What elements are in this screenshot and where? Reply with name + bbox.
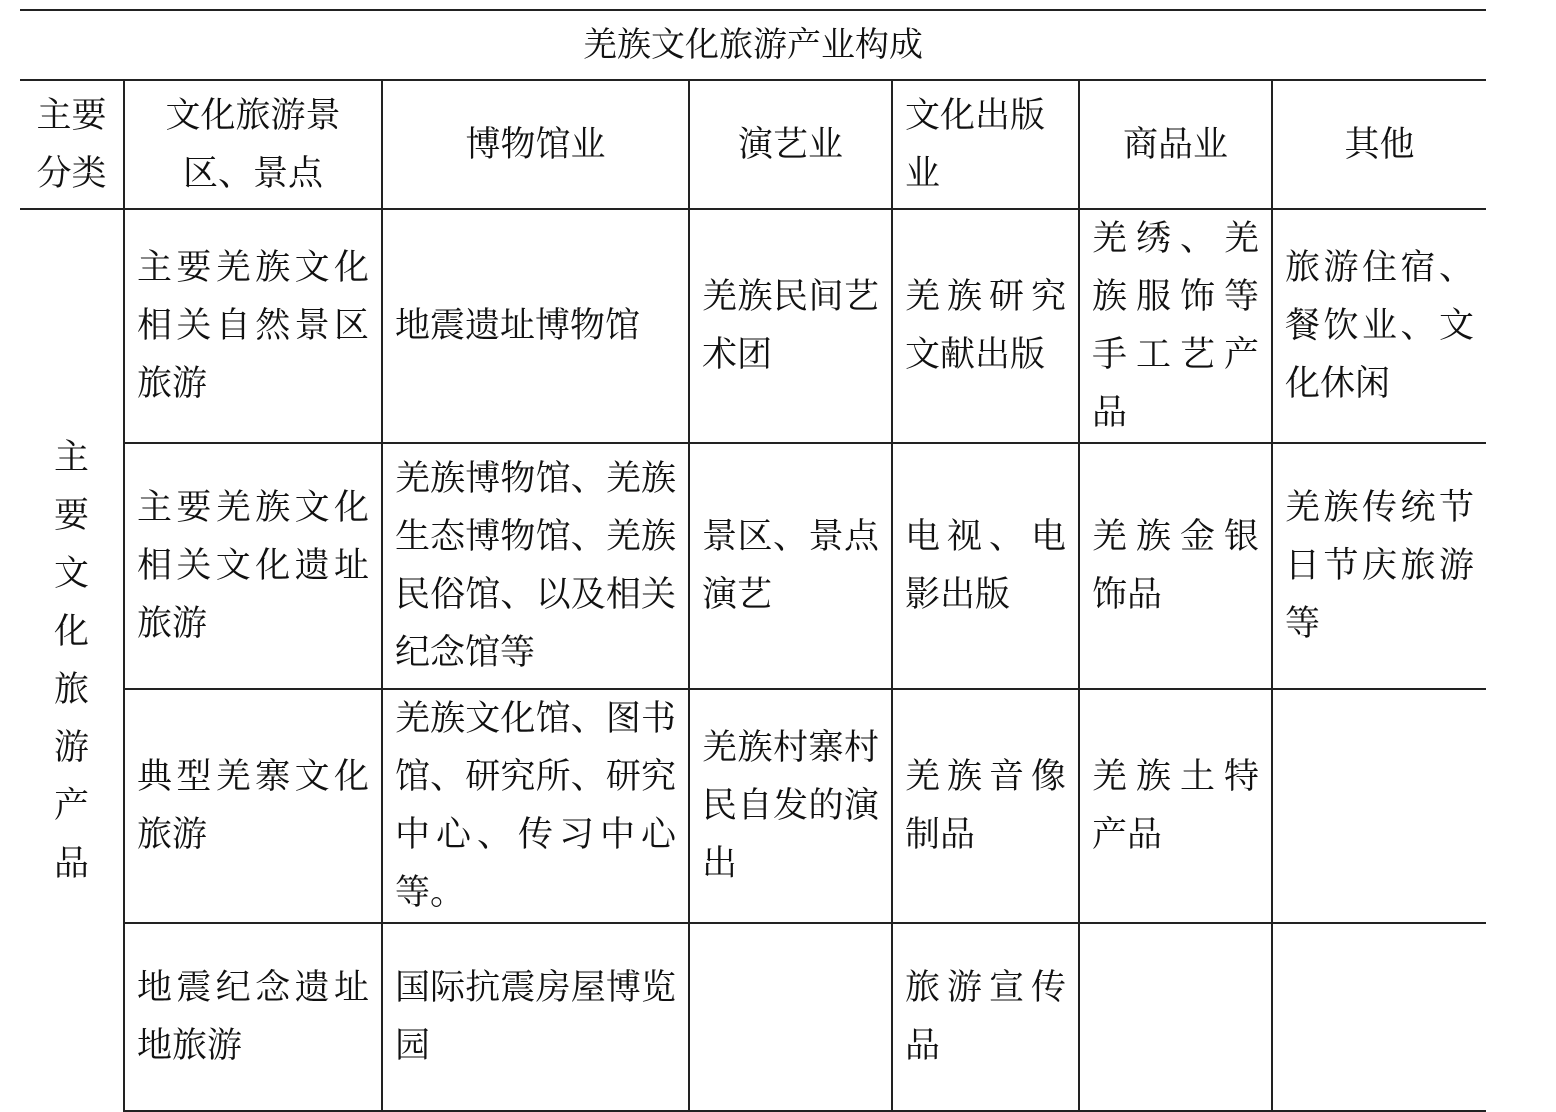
header-cell-museum: 博物馆业 bbox=[382, 80, 689, 209]
table-cell: 羌族音像制品 bbox=[892, 689, 1079, 923]
table-row bbox=[20, 923, 1486, 1111]
row-group-label: 主要文化旅游产品 bbox=[20, 209, 124, 1111]
table-row bbox=[20, 689, 1486, 923]
table-cell: 羌族村寨村民自发的演出 bbox=[689, 689, 892, 923]
table-row bbox=[20, 443, 1486, 689]
table-cell: 羌族民间艺术团 bbox=[689, 209, 892, 443]
table-cell: 景区、景点演艺 bbox=[689, 443, 892, 689]
table-cell: 电视、电影出版 bbox=[892, 443, 1079, 689]
table-cell: 羌族土特产品 bbox=[1079, 689, 1272, 923]
table-title-row bbox=[20, 10, 1486, 80]
header-row bbox=[20, 80, 1486, 209]
header-cell-merchandise: 商品业 bbox=[1079, 80, 1272, 209]
header-cell-publishing: 文化出版业 bbox=[892, 80, 1079, 209]
table-cell: 旅游宣传品 bbox=[892, 923, 1079, 1111]
table-row bbox=[20, 209, 1486, 443]
table-cell: 羌族文化馆、图书馆、研究所、研究中心、传习中心等。 bbox=[382, 689, 689, 923]
table-cell: 羌绣、羌族服饰等手工艺产品 bbox=[1079, 209, 1272, 443]
table-cell: 羌族传统节日节庆旅游等 bbox=[1272, 443, 1486, 689]
table-cell bbox=[1079, 923, 1272, 1111]
table-cell: 地震遗址博物馆 bbox=[382, 209, 689, 443]
table-cell: 羌族博物馆、羌族生态博物馆、羌族民俗馆、以及相关纪念馆等 bbox=[382, 443, 689, 689]
header-cell-category: 主要分类 bbox=[20, 80, 124, 209]
header-cell-scenic-spots: 文化旅游景区、景点 bbox=[124, 80, 382, 209]
table-cell bbox=[1272, 689, 1486, 923]
table-title: 羌族文化旅游产业构成 bbox=[20, 10, 1486, 80]
table-container bbox=[20, 9, 1486, 1112]
table-cell: 国际抗震房屋博览园 bbox=[382, 923, 689, 1111]
table-cell bbox=[689, 923, 892, 1111]
table-cell: 主要羌族文化相关自然景区旅游 bbox=[124, 209, 382, 443]
table-cell: 羌族金银饰品 bbox=[1079, 443, 1272, 689]
table-cell bbox=[1272, 923, 1486, 1111]
header-cell-other: 其他 bbox=[1272, 80, 1486, 209]
header-cell-performing-arts: 演艺业 bbox=[689, 80, 892, 209]
table-cell: 羌族研究文献出版 bbox=[892, 209, 1079, 443]
table-cell: 地震纪念遗址地旅游 bbox=[124, 923, 382, 1111]
table-cell: 典型羌寨文化旅游 bbox=[124, 689, 382, 923]
table-cell: 旅游住宿、餐饮业、文化休闲 bbox=[1272, 209, 1486, 443]
industry-table bbox=[20, 9, 1486, 1112]
table-cell: 主要羌族文化相关文化遗址旅游 bbox=[124, 443, 382, 689]
